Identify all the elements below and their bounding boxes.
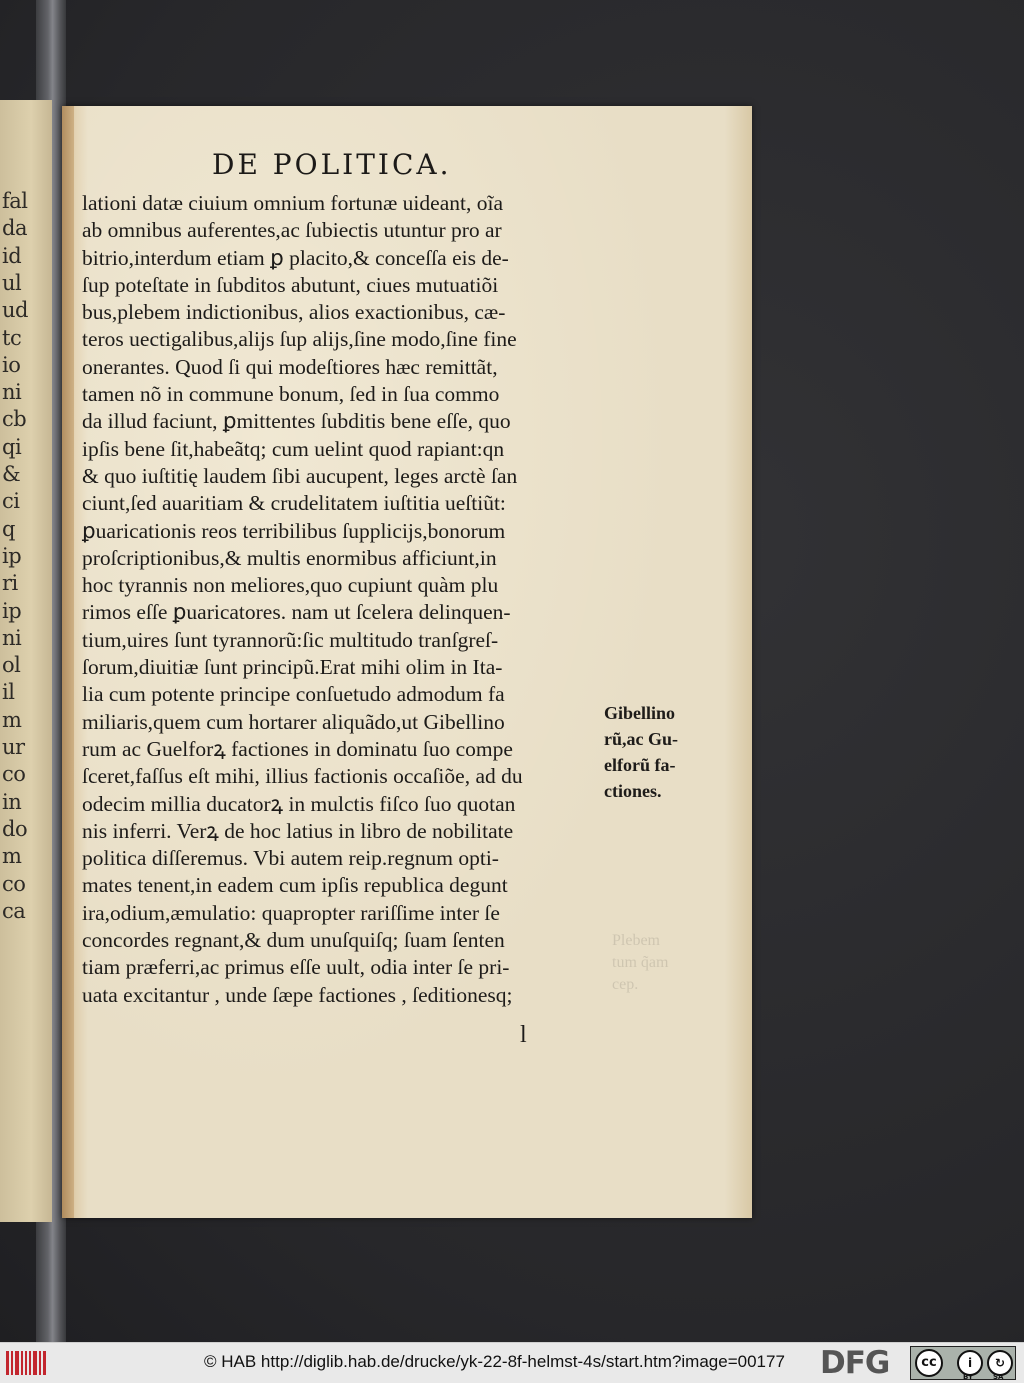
previous-page-edge xyxy=(0,100,52,1222)
left-page-fragment: tc xyxy=(2,325,22,350)
page-gutter-shadow xyxy=(62,106,74,1218)
left-page-fragment: ri xyxy=(2,571,18,596)
text-line: rum ac Guelforꝝ factiones in dominatu ſuo compe xyxy=(82,736,513,761)
text-line: tium,uires ſunt tyrannorũ:ſic multitudo tranſgreſ- xyxy=(82,627,499,652)
left-page-fragment: m xyxy=(2,844,22,869)
dfg-logo: DFG xyxy=(820,1345,890,1381)
by-label: BY xyxy=(963,1373,974,1381)
bleed-through-note xyxy=(612,930,722,996)
left-page-fragment: id xyxy=(2,243,22,268)
left-page-fragment: ul xyxy=(2,270,22,295)
left-page-fragment: ni xyxy=(2,380,22,405)
bleed-through-line: tum q̃am xyxy=(612,954,669,971)
left-page-fragment: ci xyxy=(2,489,20,514)
left-page-fragment: in xyxy=(2,789,22,814)
text-line: mates tenent,in eadem cum ipſis republica degunt xyxy=(82,873,508,898)
left-page-fragment: m xyxy=(2,707,22,732)
text-line: ira,odium,æmulatio: quapropter rariſſime inter ſe xyxy=(82,900,500,925)
source-link[interactable]: © HAB http://diglib.hab.de/drucke/yk-22-8f-helmst-4s/start.htm?image=00177 xyxy=(204,1352,785,1371)
running-head: DE POLITICA. xyxy=(212,148,452,181)
left-page-fragment: & xyxy=(2,462,21,486)
text-line: ſup poteſtate in ſubditos abutunt, ciues mutuatiõi xyxy=(82,272,499,297)
marginal-note-line: Gibellino xyxy=(604,703,676,723)
text-line: ſorum,diuitiæ ſunt principũ.Erat mihi olim in Ita- xyxy=(82,655,503,680)
text-line: lationi datæ ciuium omnium fortunæ uideant, oĩa xyxy=(82,191,503,215)
text-line: politica diſſeremus. Vbi autem reip.regnum opti- xyxy=(82,846,499,871)
left-page-fragment: ip xyxy=(2,598,22,623)
share-alike-icon: ↻ xyxy=(987,1350,1013,1376)
left-page-fragment: ud xyxy=(2,298,28,323)
marginal-note-line: elforũ fa- xyxy=(604,755,676,775)
sa-label: SA xyxy=(993,1373,1004,1381)
text-line: miliaris,quem cum hortarer aliquãdo,ut Gibellino xyxy=(82,709,505,734)
left-page-fragment: ca xyxy=(2,898,26,923)
text-line: bitrio,interdum etiam ꝑ placito,& conceſſa eis de- xyxy=(82,245,509,270)
text-line: odecim millia ducatorꝝ in mulctis fiſco ſuo quotan xyxy=(82,791,516,816)
bleed-through-line: cep. xyxy=(612,976,639,993)
text-line: ipſis bene ſit,habeãtq; cum uelint quod rapiant:qn xyxy=(82,436,505,461)
left-page-fragment: io xyxy=(2,352,21,377)
text-line: tiam præferri,ac primus eſſe uult, odia inter ſe pri- xyxy=(82,955,510,980)
left-page-fragment: qi xyxy=(2,434,22,459)
text-line: teros uectigalibus,alijs ſup alijs,ſine modo,ſine fine xyxy=(82,327,517,352)
text-line: hoc tyrannis non meliores,quo cupiunt quàm plu xyxy=(82,573,499,598)
bleed-through-line: Plebem xyxy=(612,932,660,949)
attribution-icon: i xyxy=(957,1350,983,1376)
marginal-note-line: rũ,ac Gu- xyxy=(604,729,678,749)
text-line: da illud faciunt, ꝑmittentes ſubditis bene eſſe, quo xyxy=(82,409,511,434)
text-line: ſceret,faſſus eſt mihi, illius factionis occaſiõe, ad du xyxy=(82,764,523,789)
marginal-note xyxy=(604,700,714,804)
left-page-fragment: co xyxy=(2,871,26,896)
left-page-fragment: ni xyxy=(2,625,22,650)
text-line: ciunt,ſed auaritiam & crudelitatem iuſtitia ueſtiũt: xyxy=(82,491,506,516)
cc-license-badge[interactable] xyxy=(910,1346,1016,1380)
text-line: ab omnibus auferentes,ac ſubiectis utuntur pro ar xyxy=(82,218,502,243)
left-page-fragment: ur xyxy=(2,735,25,759)
cc-icon: cc xyxy=(915,1349,943,1377)
body-text xyxy=(82,190,602,1009)
marginal-note-line: ctiones. xyxy=(604,781,662,801)
text-line: bus,plebem indictionibus, alios exactionibus, cæ- xyxy=(82,300,506,325)
text-line: onerantes. Quod ſi qui modeſtiores hæc remittãt, xyxy=(82,354,498,379)
hab-barcode-icon xyxy=(6,1351,46,1375)
text-line: nis inferri. Verꝝ de hoc latius in libro de nobilitate xyxy=(82,818,514,843)
left-page-fragment: ip xyxy=(2,543,22,568)
text-line: uata excitantur , unde ſæpe factiones , ſeditionesq; xyxy=(82,982,513,1007)
left-page-fragment: co xyxy=(2,762,26,787)
left-page-fragment: q xyxy=(2,516,15,541)
left-page-fragment: ol xyxy=(2,653,21,678)
text-line: ꝑuaricationis reos terribilibus ſupplicijs,bonorum xyxy=(82,518,506,543)
text-line: proſcriptionibus,& multis enormibus afficiunt,in xyxy=(82,545,497,570)
text-line: & quo iuſtitię laudem ſibi aucupent, leges arctè ſan xyxy=(82,463,518,488)
text-line: rimos eſſe ꝑuaricatores. nam ut ſcelera delinquen- xyxy=(82,600,511,625)
text-line: concordes regnant,& dum unuſquiſq; ſuam ſenten xyxy=(82,928,505,953)
text-line: lia cum potente principe conſuetudo admodum fa xyxy=(82,682,505,707)
left-page-fragment: da xyxy=(2,216,27,241)
footer-bar xyxy=(0,1342,1024,1383)
left-page-fragment: do xyxy=(2,816,28,841)
left-page-fragment: fal xyxy=(2,189,28,213)
signature-mark: l xyxy=(520,1022,527,1048)
left-page-fragment: il xyxy=(2,680,15,705)
left-page-fragment: cb xyxy=(2,407,27,432)
text-line: tamen nõ in commune bonum, ſed in ſua commo xyxy=(82,382,500,407)
